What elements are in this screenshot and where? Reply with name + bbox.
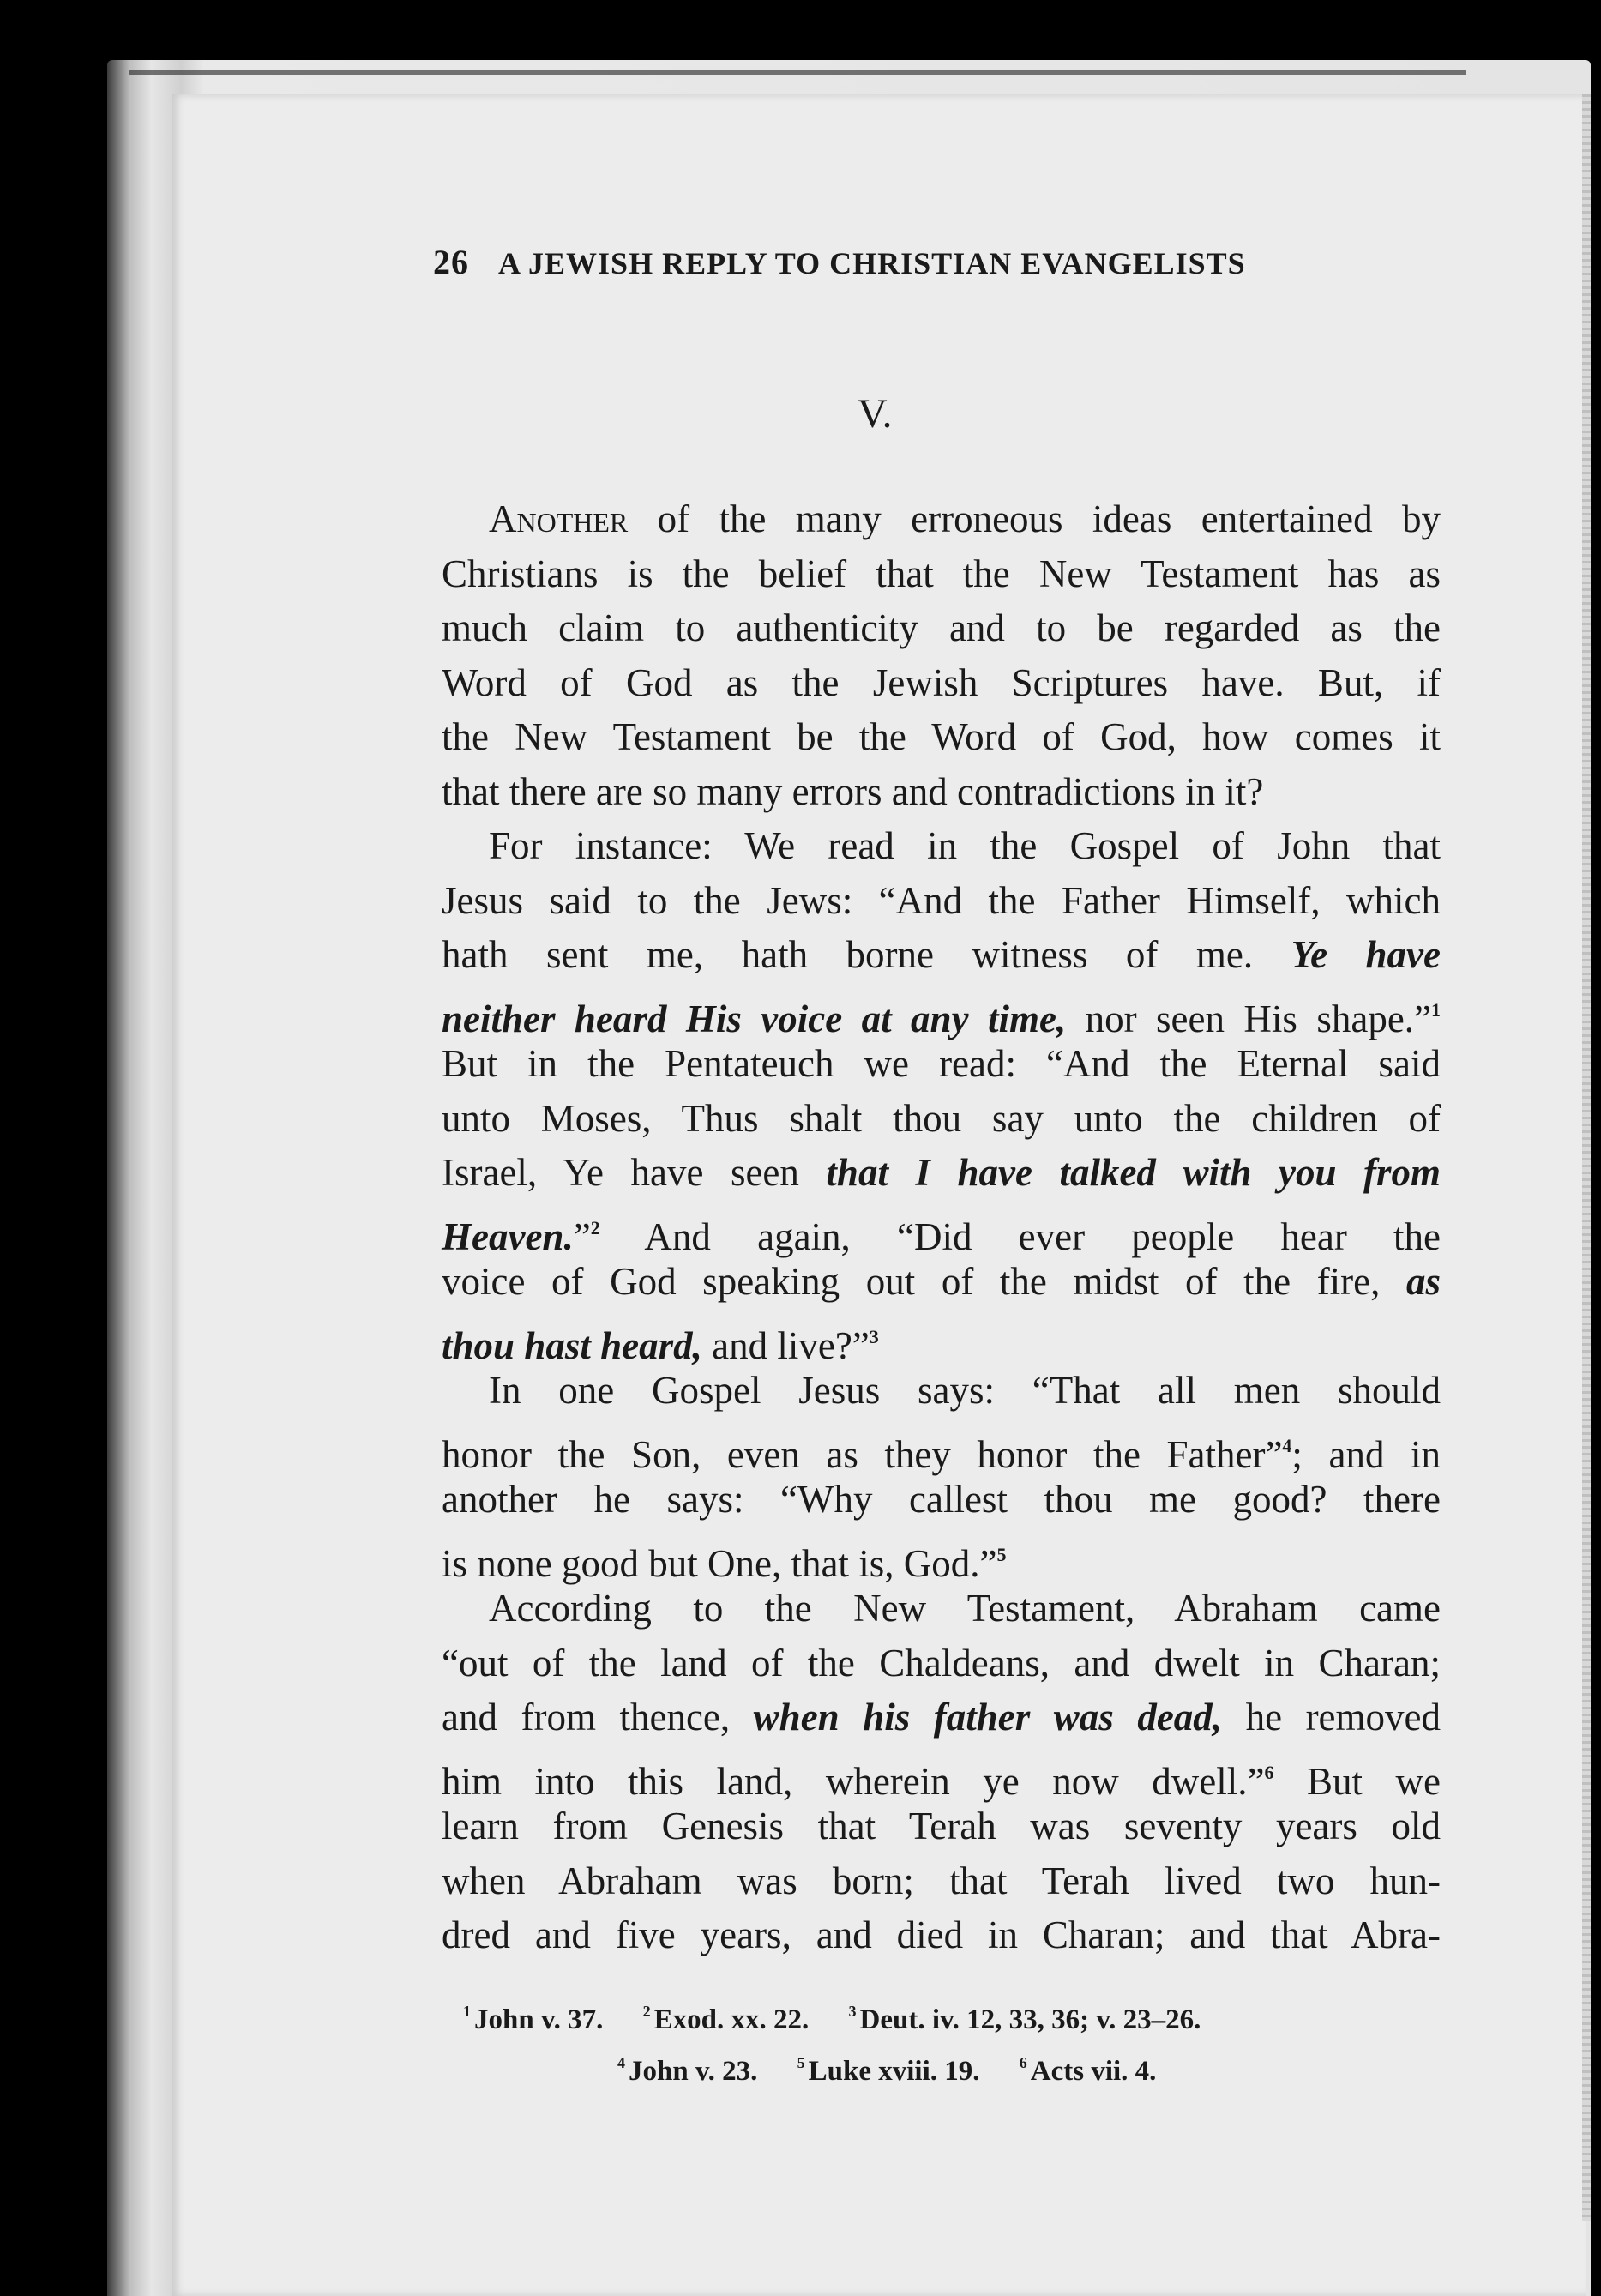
footnote-marker: 1 — [1431, 998, 1442, 1021]
section-number: V. — [858, 391, 893, 437]
text-line — [442, 1745, 1441, 1803]
text-line: In one Gospel Jesus says: “That all men should — [489, 1369, 1441, 1412]
page-number: 26 — [433, 243, 469, 281]
text-run: ; and in — [1291, 1432, 1441, 1476]
text-run: Israel, Ye have seen — [442, 1151, 799, 1194]
footnote-text: John v. 37. — [474, 2004, 604, 2035]
footnote-text: Deut. iv. 12, 33, 36; v. 23–26. — [859, 2004, 1201, 2035]
footnote-mark: 1 — [463, 2003, 471, 2020]
text-line: that there are so many errors and contradictions in it? — [442, 769, 1264, 813]
text-line — [442, 1201, 1441, 1256]
footnote-mark: 3 — [848, 2003, 857, 2020]
footnote — [1020, 2056, 1157, 2087]
paragraph-3 — [442, 1364, 1441, 1585]
text-run: and live?” — [712, 1323, 870, 1367]
footnotes — [463, 1990, 1449, 2093]
text-line: Christians is the belief that the New Testament has as — [442, 551, 1441, 595]
footnote-mark: 5 — [797, 2054, 805, 2071]
text-run: and from thence, — [442, 1696, 731, 1739]
footnote-mark: 6 — [1019, 2054, 1027, 2071]
paragraph-1 — [442, 492, 1441, 819]
footnote-marker: 5 — [996, 1543, 1007, 1565]
text-line: much claim to authenticity and to be regarded as the — [442, 606, 1441, 649]
italic-run: neither heard His voice at any time, — [442, 997, 1067, 1040]
text-line — [442, 1528, 1441, 1585]
text-run: And again, “Did ever people hear the — [644, 1214, 1441, 1258]
text-run: honor the Son, even as they honor the Father” — [442, 1432, 1283, 1476]
italic-run: as — [1405, 1260, 1441, 1303]
text-line: Another of the many erroneous ideas entertained by — [489, 497, 1441, 540]
footnote-text: Exod. xx. 22. — [653, 2004, 810, 2035]
footnote — [849, 2004, 1201, 2035]
text-run: voice of God speaking out of the midst of the fire, — [442, 1260, 1381, 1303]
footnote-text: John v. 23. — [629, 2056, 758, 2087]
footnote-marker: 3 — [869, 1325, 879, 1347]
text-line: dred and five years, and died in Charan; and that Abra- — [442, 1913, 1441, 1956]
small-caps-opening-word: Another — [489, 497, 629, 540]
text-run: is none good but One, that is, God.” — [442, 1541, 997, 1585]
footnote-marker: 6 — [1264, 1761, 1274, 1783]
text-line — [442, 928, 1441, 983]
text-line: another he says: “Why callest thou me good? there — [442, 1478, 1441, 1521]
body-text — [442, 492, 1441, 1963]
footnote-text: Acts vii. 4. — [1030, 2056, 1157, 2087]
footnote-text: Luke xviii. 19. — [808, 2056, 980, 2087]
text-run: nor seen His shape.” — [1085, 997, 1432, 1040]
text-run: him into this land, wherein ye now dwell.” — [442, 1759, 1265, 1803]
italic-run: Ye have — [1291, 933, 1441, 976]
text-line: But in the Pentateuch we read: “And the Eternal said — [442, 1042, 1441, 1085]
text-line — [442, 1419, 1441, 1476]
top-page-edge — [129, 70, 1466, 75]
footnote-row — [463, 2041, 1449, 2093]
footnote — [797, 2056, 980, 2087]
footnote-mark: 4 — [617, 2054, 625, 2071]
footnote-marker: 4 — [1282, 1434, 1292, 1456]
text-run: hath sent me, hath borne witness of me. — [442, 933, 1254, 976]
text-line: Word of God as the Jewish Scriptures have. But, if — [442, 660, 1441, 704]
italic-run: Heaven. — [442, 1214, 574, 1258]
paragraph-2 — [442, 819, 1442, 1367]
text-line: when Abraham was born; that Terah lived two hun- — [442, 1859, 1441, 1902]
footnote — [643, 2004, 810, 2035]
text-line — [442, 1690, 1441, 1745]
text-line — [442, 1310, 1441, 1365]
paragraph-4 — [442, 1582, 1441, 1963]
footnote — [463, 2004, 603, 2035]
text-line: For instance: We read in the Gospel of John that — [489, 824, 1441, 867]
italic-run: thou hast heard, — [442, 1323, 702, 1367]
running-title: A JEWISH REPLY TO CHRISTIAN EVANGELISTS — [498, 246, 1246, 280]
text-line: According to the New Testament, Abraham came — [489, 1587, 1441, 1630]
right-page-edge — [1582, 94, 1591, 2221]
text-line — [442, 983, 1441, 1038]
text-line: Jesus said to the Jews: “And the Father Himself, which — [442, 878, 1441, 922]
text-run: But we — [1306, 1759, 1441, 1803]
text-run: he removed — [1245, 1696, 1441, 1739]
text-line — [442, 1146, 1441, 1201]
running-head — [433, 242, 1411, 282]
footnote — [617, 2056, 757, 2087]
italic-run: when his father was dead, — [753, 1696, 1223, 1739]
text-line — [442, 1255, 1441, 1310]
italic-run: that I have talked with you from — [826, 1151, 1442, 1194]
text-run: ” — [573, 1214, 591, 1258]
text-line: unto Moses, Thus shalt thou say unto the children of — [442, 1096, 1441, 1140]
text-line: learn from Genesis that Terah was seventy years old — [442, 1805, 1441, 1847]
footnote-row — [463, 1990, 1449, 2041]
footnote-mark: 2 — [642, 2003, 651, 2020]
text-line: the New Testament be the Word of God, how comes it — [442, 715, 1441, 758]
text-line: “out of the land of the Chaldeans, and dwelt in Charan; — [442, 1641, 1441, 1684]
footnote-marker: 2 — [590, 1216, 600, 1238]
